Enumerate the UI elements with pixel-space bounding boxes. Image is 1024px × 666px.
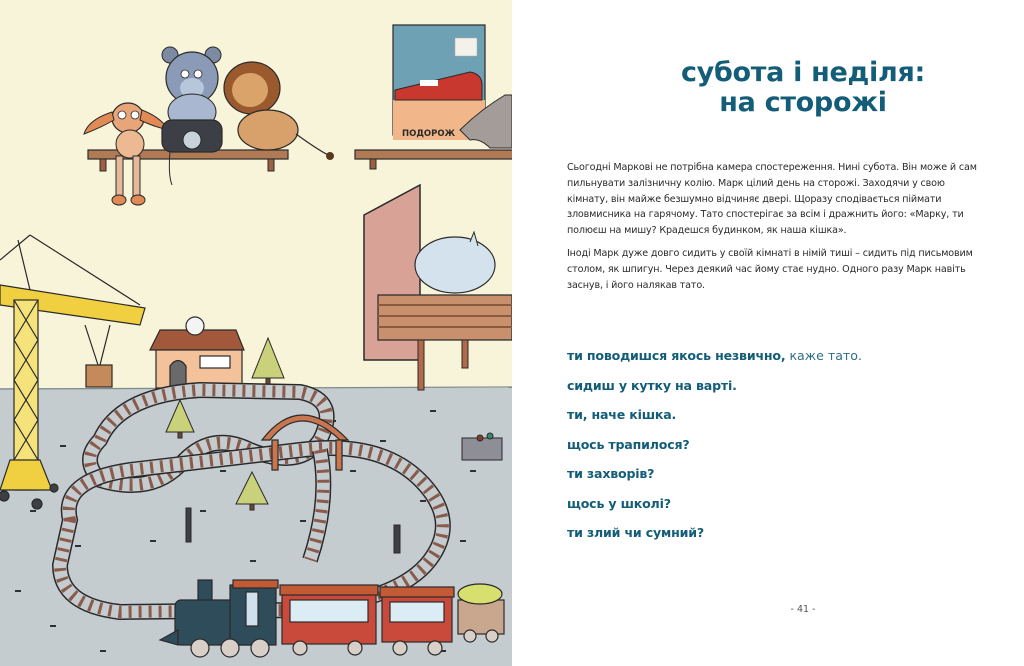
dialogue-line <box>567 376 987 406</box>
dialogue-line <box>567 523 987 553</box>
dialogue-spoken: щось у школі? <box>567 495 671 511</box>
dialogue-tag: каже тато. <box>789 348 862 363</box>
dialogue-spoken: ти злий чи сумний? <box>567 525 704 540</box>
page-number: - 41 - <box>790 604 816 615</box>
dialogue-spoken: ти поводишся якось незвично, <box>567 348 786 363</box>
dialogue-line <box>567 435 987 465</box>
dialogue-spoken: ти захворів? <box>567 466 655 481</box>
dialogue-line <box>567 346 987 376</box>
dialogue-block <box>567 346 987 553</box>
chapter-title-line-1: субота і неділя: <box>680 57 926 88</box>
paragraph-2: Іноді Марк дуже довго сидить у своїй кімнаті в німій тиші – сидить під письмовим столом, як шпигун. Через деякий час йому стає нудно. Одного разу Марк навіть заснув, і його налякав тато. <box>567 247 973 291</box>
toy-bear <box>162 47 221 130</box>
poster-label: ПОДОРОЖ <box>402 129 455 139</box>
dialogue-line <box>567 464 987 494</box>
body-text <box>567 160 982 300</box>
dialogue-spoken: щось трапилося? <box>567 436 690 452</box>
chapter-title-line-2: на сторожі <box>719 87 887 118</box>
dialogue-line <box>567 405 987 435</box>
chapter-title <box>512 58 1024 118</box>
dialogue-line <box>567 494 987 524</box>
paragraph-1: Сьогодні Маркові не потрібна камера спостереження. Нині субота. Він може й сам пильнувати залізничну колію. Марк цілий день на сторожі. Заходячи у свою кімнату, він майже безшумно відчиняє двері. Щоразу сподівається піймати зловмисника на гарячому. Тато спостерігає за всім і дражнить його: «Марку, ти полюєш на мишу? Крадешся будинком, як наша кішка». <box>567 162 977 237</box>
dialogue-spoken: сидиш у кутку на варті. <box>567 377 737 393</box>
text-page <box>512 0 1024 666</box>
dialogue-spoken: ти, наче кішка. <box>567 407 677 422</box>
